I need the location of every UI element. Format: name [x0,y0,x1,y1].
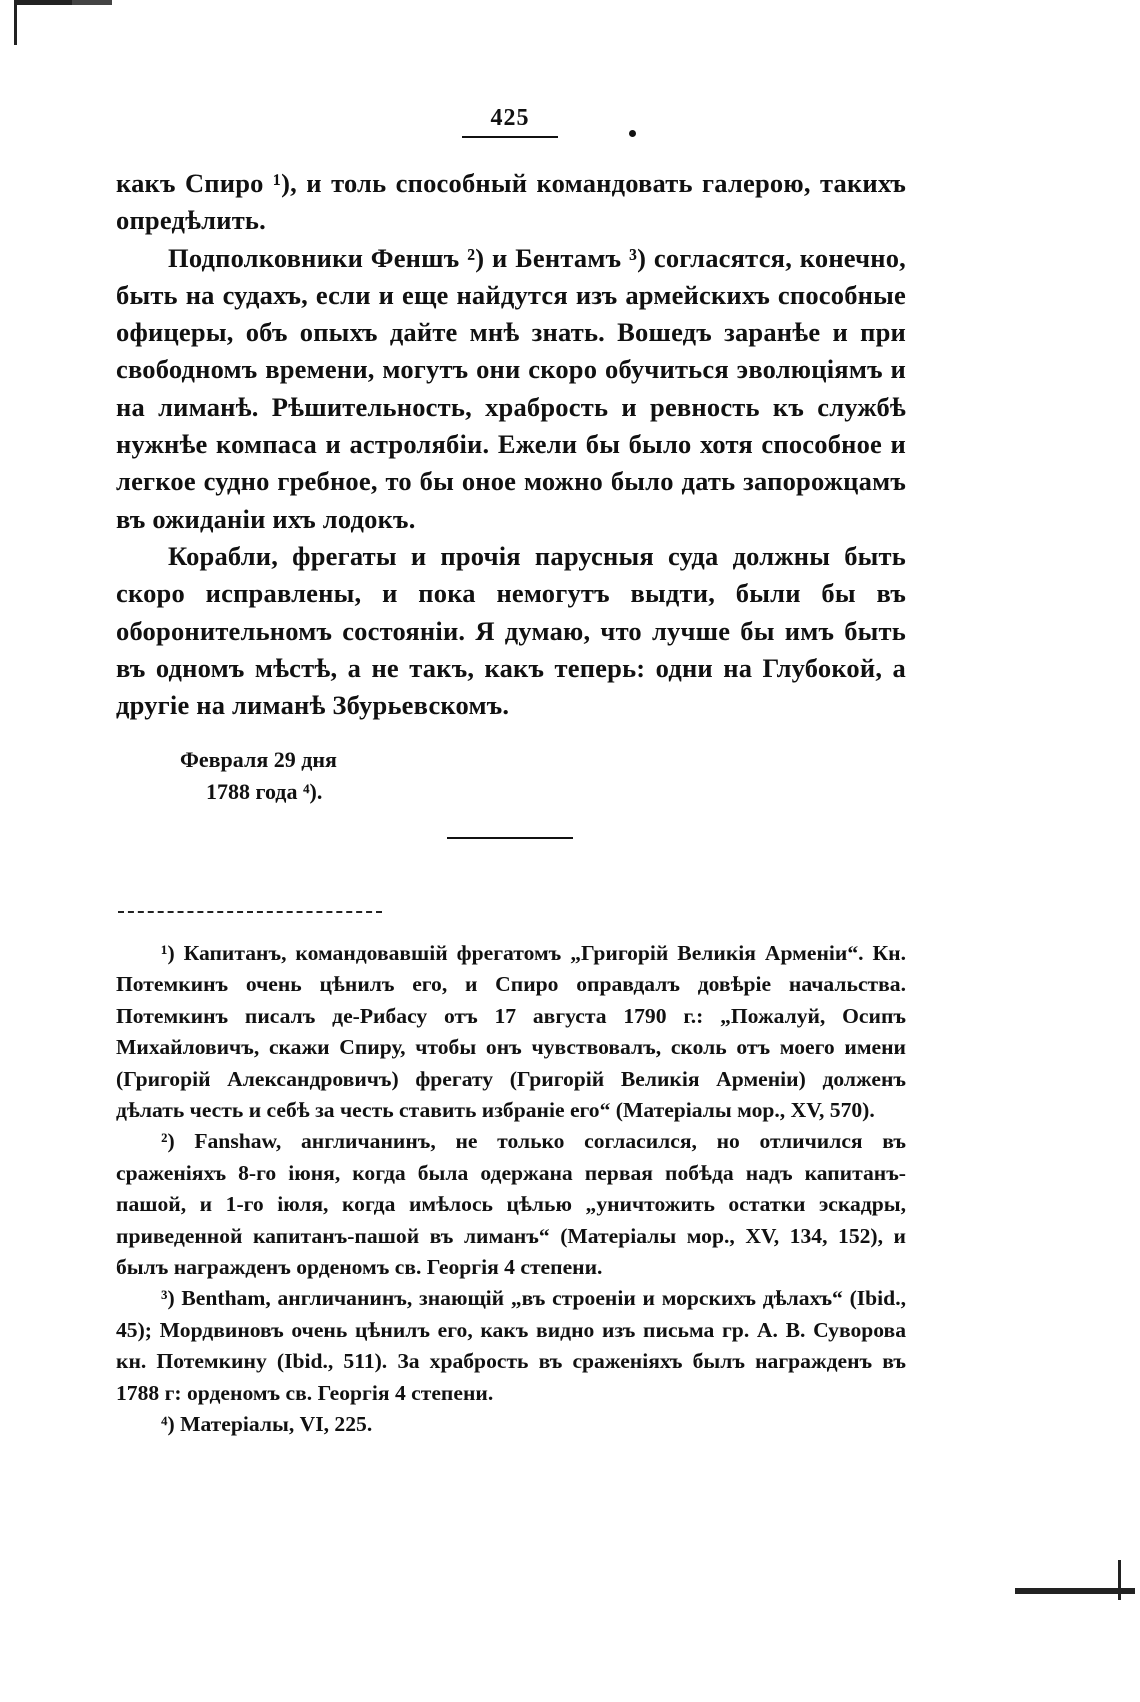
letter-signoff [180,744,337,808]
page-number-rule [462,136,558,138]
scan-edge-mark [1015,1588,1135,1594]
footnote-divider [118,911,382,913]
signoff-date: Февраля 29 дня [180,747,337,772]
page-number: 425 [490,105,530,131]
signoff-year: 1788 года ⁴). [206,779,323,804]
scan-edge-mark-vertical [1118,1560,1121,1600]
footnote-4: ⁴) Матеріалы, VI, 225. [161,1412,373,1437]
footnote-2: ²) Fanshaw, англичанинъ, не только согласился, но отличился въ сраженіяхъ 8-го іюня, когда была одержана первая побѣда надъ капитанъ-пашой, и 1-го іюля, когда имѣлось цѣлью „уничтожить остатки эскадры, приведенной капитанъ-пашой въ лиманъ“ (Матеріалы мор., XV, 134, 152), и былъ награжденъ орденомъ св. Георгія 4 степени. [116,1129,906,1280]
scan-border-mark [14,0,77,45]
footnotes [116,938,906,1441]
footnote-3: ³) Bentham, англичанинъ, знающій „въ строеніи и морскихъ дѣлахъ“ (Ibid., 45); Мордвиновъ очень цѣнилъ его, какъ видно изъ письма гр. А. В. Суворова кн. Потемкину (Ibid., 511). За храбрость въ сраженіяхъ былъ награжденъ въ 1788 г: орденомъ св. Георгія 4 степени. [116,1286,906,1405]
paragraph-2: Подполковники Феншъ ²) и Бентамъ ³) согласятся, конечно, быть на судахъ, если и еще найдутся изъ армейскихъ способные офицеры, объ опыхъ дайте мнѣ знать. Вошедъ заранѣе и при свободномъ времени, могутъ они скоро обучиться эволюціямъ и на лиманѣ. Рѣшительность, храбрость и ревность къ службѣ нужнѣе компаса и астролябіи. Ежели бы было хотя способное и легкое судно гребное, то бы оное можно было дать запорожцамъ въ ожиданіи ихъ лодокъ. [116,242,906,534]
scan-speck [629,130,636,137]
main-text [116,165,906,724]
page-header [462,105,558,138]
footnote-1: ¹) Капитанъ, командовавшій фрегатомъ „Григорій Великія Арменіи“. Кн. Потемкинъ очень цѣнилъ его, и Спиро оправдалъ довѣріе начальства. Потемкинъ писалъ де-Рибасу отъ 17 августа 1790 г.: „Пожалуй, Осипъ Михайловичъ, скажи Спиру, чтобы онъ чувствовалъ, сколь отъ моего имени (Григорій Александровичъ) фрегату (Григорій Великія Арменіи) долженъ дѣлать честь и себѣ за честь ставить избраніе его“ (Матеріалы мор., XV, 570). [116,941,906,1123]
paragraph-3: Корабли, фрегаты и прочія парусныя суда должны быть скоро исправлены, и пока немогутъ выдти, были бы въ оборонительномъ состояніи. Я думаю, что лучше бы имъ быть въ одномъ мѣстѣ, а не такъ, какъ теперь: одни на Глубокой, а другіе на лиманѣ Збурьевскомъ. [116,540,906,721]
paragraph-1: какъ Спиро ¹), и толь способный командовать галерою, такихъ опредѣлить. [116,168,906,236]
section-divider [447,837,573,839]
